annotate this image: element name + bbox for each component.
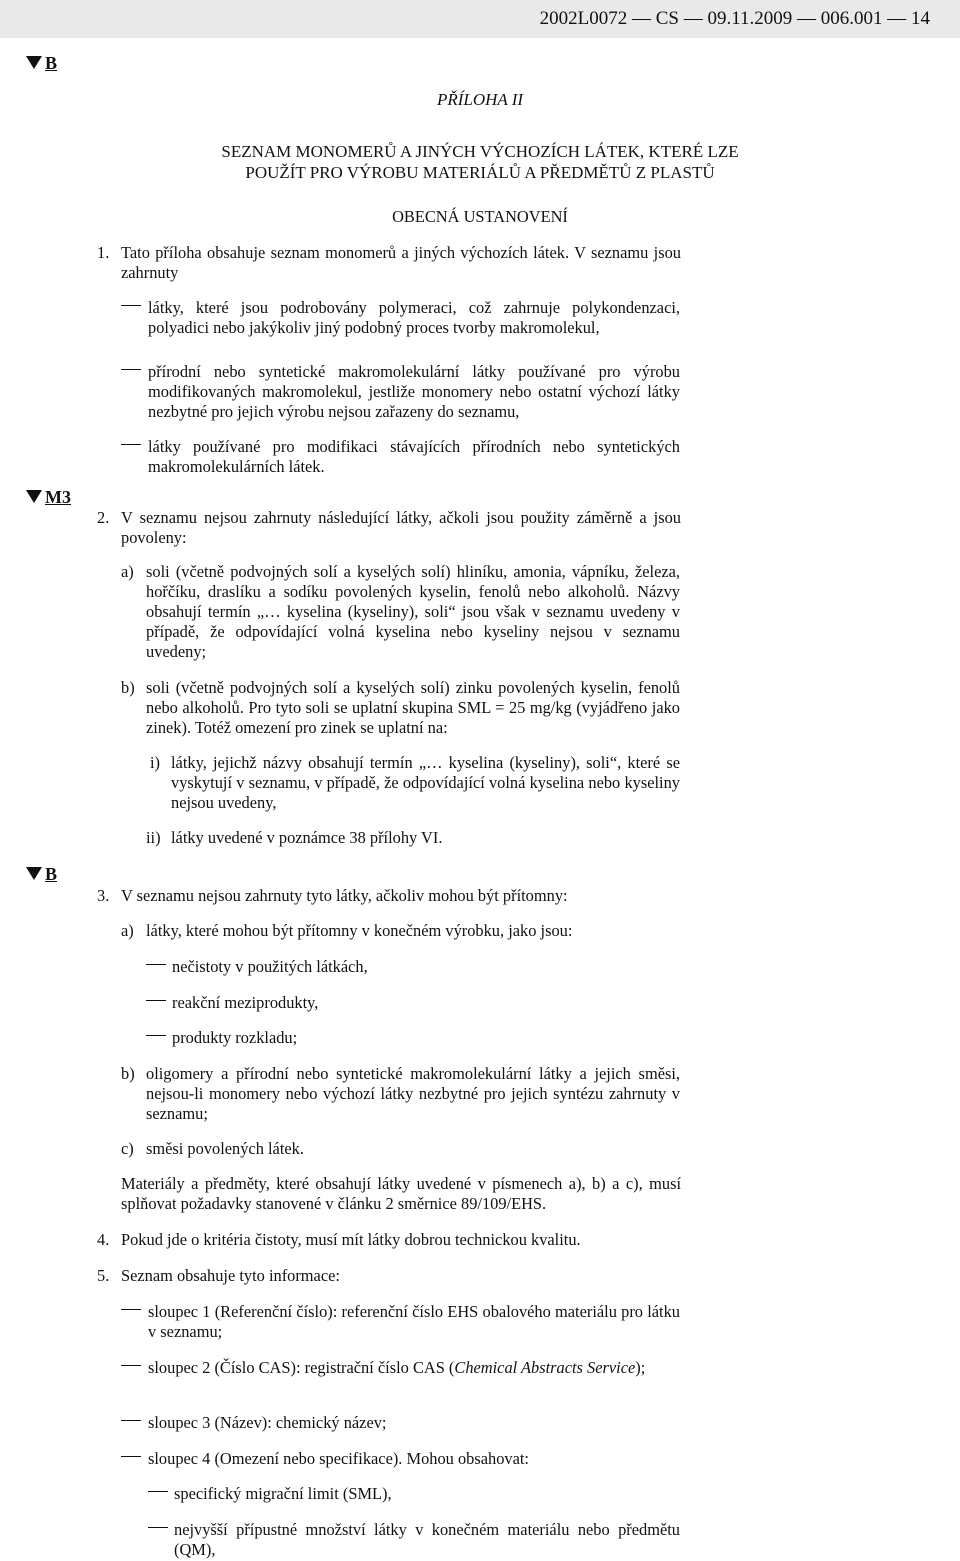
triangle-down-icon xyxy=(26,56,42,69)
list-item: reakční meziprodukty, xyxy=(172,993,319,1012)
dash-bullet xyxy=(146,1000,166,1001)
paragraph-1-text: Tato příloha obsahuje seznam monomerů a jiných výchozích látek. V seznamu jsou zahrnuty xyxy=(121,243,681,282)
column-3-description: sloupec 3 (Název): chemický název; xyxy=(148,1413,387,1432)
item-letter: b) xyxy=(121,678,135,697)
dash-bullet xyxy=(121,305,141,306)
annex-title: PŘÍLOHA II xyxy=(436,90,524,109)
item-letter: a) xyxy=(121,562,134,581)
dash-bullet xyxy=(148,1491,168,1492)
paragraph-3-closing: Materiály a předměty, které obsahují látky uvedené v písmenech a), b) a c), musí splňovat požadavky stanovené v článku 2 směrnice 89/109/EHS. xyxy=(121,1174,681,1213)
dash-bullet xyxy=(121,444,141,445)
document-header: 2002L0072 — CS — 09.11.2009 — 006.001 — 14 xyxy=(539,8,930,29)
list-title-line-1: SEZNAM MONOMERŮ A JINÝCH VÝCHOZÍCH LÁTEK, KTERÉ LZE xyxy=(221,142,739,161)
general-provisions-heading: OBECNÁ USTANOVENÍ xyxy=(392,207,568,226)
dash-bullet xyxy=(121,1456,141,1457)
dash-bullet xyxy=(146,964,166,965)
dash-bullet xyxy=(121,369,141,370)
triangle-down-icon xyxy=(26,490,42,503)
dash-bullet xyxy=(146,1035,166,1036)
list-item: produkty rozkladu; xyxy=(172,1028,298,1047)
subitem-i-text: látky, jejichž názvy obsahují termín „… kyselina (kyseliny), soli“, které se vyskytují v seznamu, v případě, že odpovídající volná kyselina nebo kyseliny nejsou uvedeny, xyxy=(171,753,680,812)
paragraph-number: 1. xyxy=(97,243,110,262)
list-title-line-2: POUŽÍT PRO VÝROBU MATERIÁLŮ A PŘEDMĚTŮ Z PLASTŮ xyxy=(245,163,715,182)
paragraph-number: 4. xyxy=(97,1230,110,1249)
subitem-number: ii) xyxy=(146,828,161,847)
dash-bullet xyxy=(148,1527,168,1528)
column-1-description: sloupec 1 (Referenční číslo): referenční číslo EHS obalového materiálu pro látku v seznamu; xyxy=(148,1302,680,1341)
paragraph-5-text: Seznam obsahuje tyto informace: xyxy=(121,1266,340,1285)
paragraph-number: 2. xyxy=(97,508,110,527)
item-letter: a) xyxy=(121,921,134,940)
paragraph-number: 5. xyxy=(97,1266,110,1285)
subitem-ii-text: látky uvedené v poznámce 38 přílohy VI. xyxy=(171,828,443,847)
column-4-description: sloupec 4 (Omezení nebo specifikace). Mohou obsahovat: xyxy=(148,1449,529,1468)
item-b-text: oligomery a přírodní nebo syntetické makromolekulární látky a jejich směsi, nejsou-li monomery nebo výchozí látky nezbytné pro jejich syntézu zahrnuty v seznamu; xyxy=(146,1064,680,1123)
paragraph-3-text: V seznamu nejsou zahrnuty tyto látky, ačkoliv mohou být přítomny: xyxy=(121,886,568,905)
item-b-text: soli (včetně podvojných solí a kyselých solí) zinku povolených kyselin, fenolů nebo alkoholů. Pro tyto soli se uplatní skupina SML = 25 mg/kg (vyjádřeno jako zinek). Totéž omezení pro zinek se uplatní na: xyxy=(146,678,680,737)
paragraph-number: 3. xyxy=(97,886,110,905)
list-item: nečistoty v použitých látkách, xyxy=(172,957,368,976)
paragraph-2-text: V seznamu nejsou zahrnuty následující látky, ačkoli jsou použity záměrně a jsou povoleny: xyxy=(121,508,681,547)
dash-bullet xyxy=(121,1309,141,1310)
list-item: nejvyšší přípustné množství látky v konečném materiálu nebo předmětu (QM), xyxy=(174,1520,680,1559)
item-c-text: směsi povolených látek. xyxy=(146,1139,304,1158)
list-item: specifický migrační limit (SML), xyxy=(174,1484,392,1503)
list-item: přírodní nebo syntetické makromolekulární látky používané pro výrobu modifikovaných makromolekul, jestliže monomery nebo ostatní výchozí látky nezbytné pro jejich výrobu nejsou zařazeny do seznamu, xyxy=(148,362,680,421)
amendment-marker-b: B xyxy=(26,52,57,74)
dash-bullet xyxy=(121,1365,141,1366)
item-letter: b) xyxy=(121,1064,135,1083)
item-a-text: látky, které mohou být přítomny v konečném výrobku, jako jsou: xyxy=(146,921,573,940)
item-letter: c) xyxy=(121,1139,134,1158)
list-item: látky, které jsou podrobovány polymeraci, což zahrnuje polykondenzaci, polyadici nebo jakýkoliv jiný podobný proces tvorby makromolekul, xyxy=(148,298,680,337)
amendment-marker-b: B xyxy=(26,863,57,885)
item-a-text: soli (včetně podvojných solí a kyselých solí) hliníku, amonia, vápníku, železa, hořčíku, draslíku a sodíku povolených kyselin, fenolů nebo alkoholů. Názvy obsahují termín „… kyselina (kyseliny), soli“ jsou však v seznamu uvedeny v případě, že odpovídající volná kyselina nebo kyseliny nejsou v seznamu uvedeny; xyxy=(146,562,680,661)
amendment-marker-m3: M3 xyxy=(26,486,71,508)
subitem-number: i) xyxy=(150,753,161,772)
paragraph-4-text: Pokud jde o kritéria čistoty, musí mít látky dobrou technickou kvalitu. xyxy=(121,1230,581,1249)
column-2-description: sloupec 2 (Číslo CAS): registrační číslo CAS (Chemical Abstracts Service); xyxy=(148,1358,646,1377)
list-item: látky používané pro modifikaci stávajících přírodních nebo syntetických makromolekulárních látek. xyxy=(148,437,680,476)
triangle-down-icon xyxy=(26,867,42,880)
dash-bullet xyxy=(121,1420,141,1421)
